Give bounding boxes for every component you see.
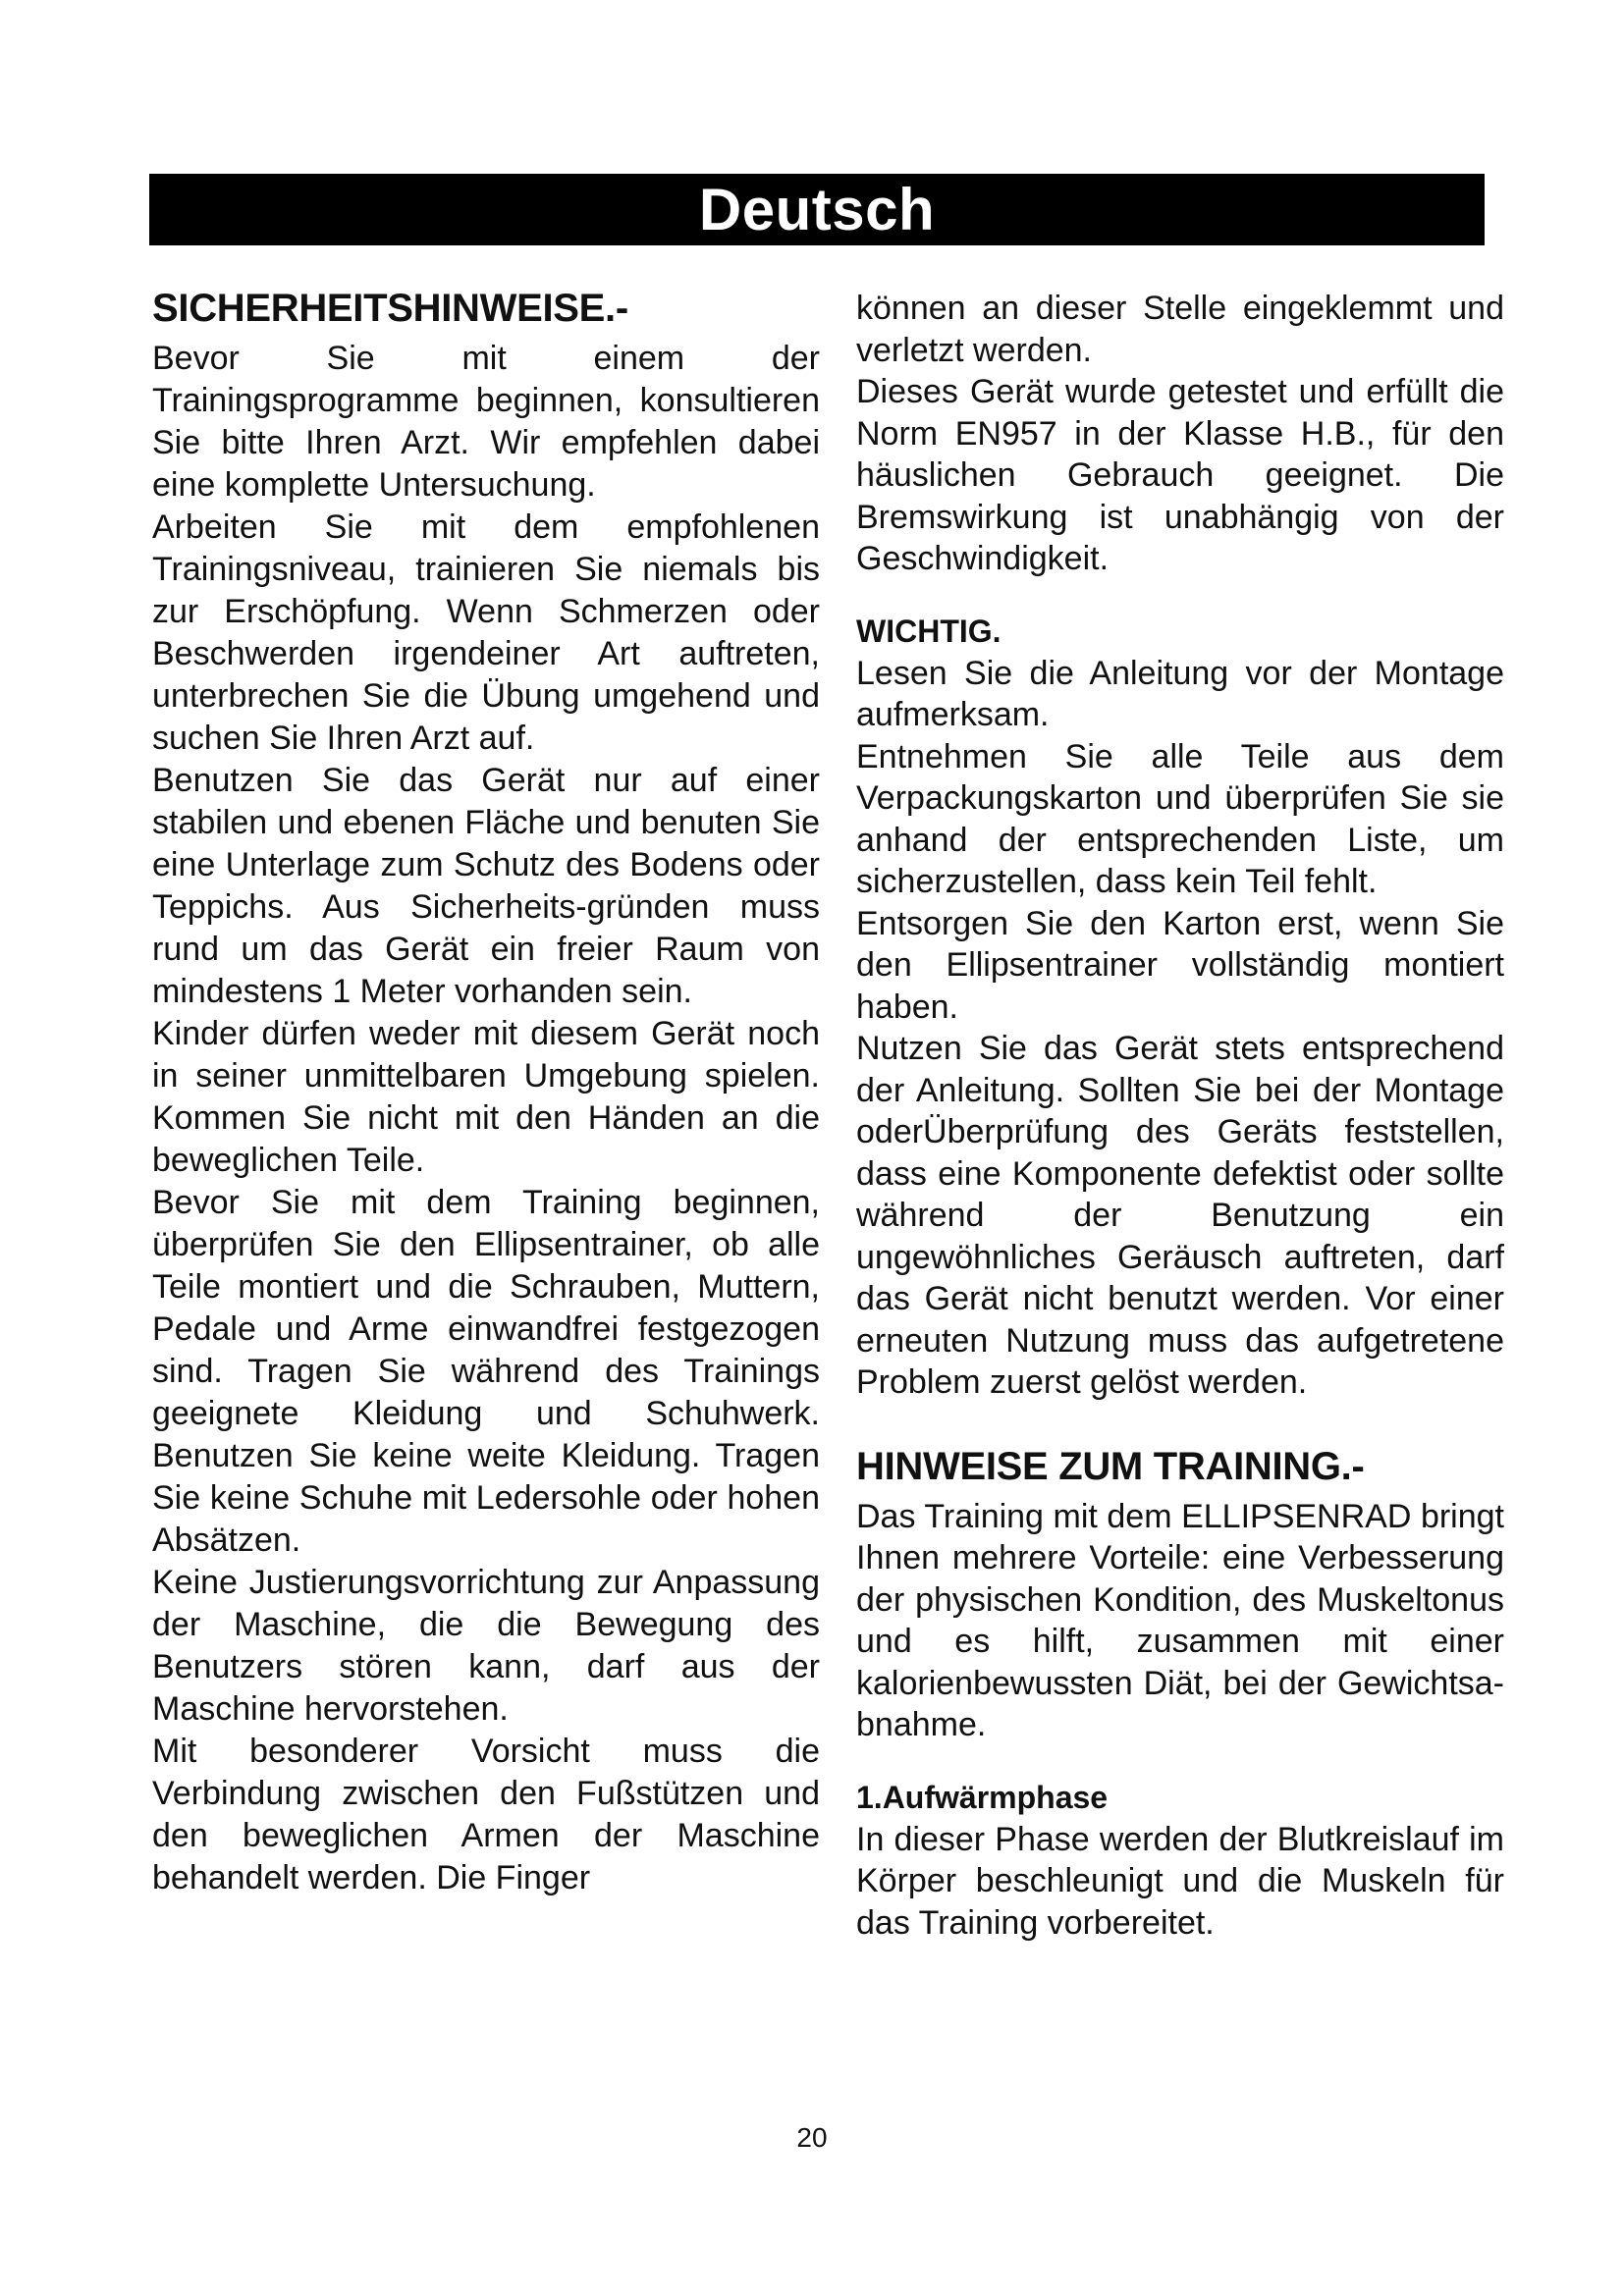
important-paragraph: Lesen Sie die Anleitung vor der Montage aufmerksam.: [856, 654, 1504, 733]
left-column: [152, 285, 820, 1899]
spacer: [856, 1746, 1504, 1778]
important-paragraph: Entnehmen Sie alle Teile aus dem Verpackungskarton und überprüfen Sie sie anhand der entsprechenden Liste, um sicherzustellen, dass kein Teil fehlt.: [856, 737, 1504, 900]
training-heading: HINWEISE ZUM TRAINING.-: [856, 1444, 1365, 1488]
spacer: [856, 580, 1504, 612]
safety-paragraph: Mit besonderer Vorsicht muss die Verbindung zwischen den Fußstützen und den beweglichen Armen der Maschine behandelt werden. Die Finger: [152, 1733, 820, 1896]
safety-paragraph: Keine Justierungsvorrichtung zur Anpassung der Maschine, die die Bewegung des Benutzers stören kann, darf aus der Maschine hervorstehen.: [152, 1564, 820, 1728]
training-paragraph: Das Training mit dem ELLIPSENRAD bringt Ihnen mehrere Vorteile: eine Verbesserung der physischen Kondition, des Muskeltonus und es hilft, zusammen mit einer kalorienbewussten Diät, bei der Gewichtsa- bnahme.: [856, 1497, 1504, 1743]
safety-paragraph: Benutzen Sie das Gerät nur auf einer stabilen und ebenen Fläche und benuten Sie eine Unterlage zum Schutz des Bodens oder Teppichs. Aus Sicherheits-gründen muss rund um das Gerät ein freier Raum von mindestens 1 Meter vorhanden sein.: [152, 762, 820, 1010]
important-heading: WICHTIG.: [856, 613, 1001, 649]
banner-title: Deutsch: [698, 177, 936, 242]
safety-continuation-paragraph: können an dieser Stelle eingeklemmt und verletzt werden.: [856, 290, 1504, 369]
important-paragraph: Entsorgen Sie den Karton erst, wenn Sie den Ellipsentrainer vollständig montiert haben.: [856, 904, 1504, 1026]
page-number: 20: [796, 2122, 828, 2153]
safety-paragraph: Arbeiten Sie mit dem empfohlenen Trainingsniveau, trainieren Sie niemals bis zur Erschöpfung. Wenn Schmerzen oder Beschwerden irgendeiner Art auftreten, unterbrechen Sie die Übung umgehend und suchen Sie Ihren Arzt auf.: [152, 508, 820, 757]
safety-paragraph: Kinder dürfen weder mit diesem Gerät noch in seiner unmittelbaren Umgebung spielen. Kommen Sie nicht mit den Händen an die beweglichen Teile.: [152, 1015, 820, 1179]
safety-paragraph: Bevor Sie mit einem der Trainingsprogramme beginnen, konsultieren Sie bitte Ihren Arzt. Wir empfehlen dabei eine komplette Untersuchung.: [152, 340, 820, 504]
right-column: [856, 288, 1504, 1944]
warmup-paragraph: In dieser Phase werden der Blutkreislauf im Körper beschleunigt und die Muskeln für das Training vorbereitet.: [856, 1820, 1504, 1942]
warmup-heading: 1.Aufwärmphase: [856, 1779, 1109, 1815]
important-paragraph: Nutzen Sie das Gerät stets entsprechend der Anleitung. Sollten Sie bei der Montage oderÜberprüfung des Geräts feststellen, dass eine Komponente defektist oder sollte während der Benutzung ein ungewöhnliches Geräusch auftreten, darf das Gerät nicht benutzt werden. Vor einer erneuten Nutzung muss das aufgetretene Problem zuerst gelöst werden.: [856, 1030, 1504, 1401]
safety-paragraph: Bevor Sie mit dem Training beginnen, überprüfen Sie den Ellipsentrainer, ob alle Teile montiert und die Schrauben, Muttern, Pedale und Arme einwandfrei festgezogen sind. Tragen Sie während des Trainings geeignete Kleidung und Schuhwerk. Benutzen Sie keine weite Kleidung. Tragen Sie keine Schuhe mit Ledersohle oder hohen Absätzen.: [152, 1184, 820, 1559]
safety-heading: SICHERHEITSHINWEISE.-: [152, 287, 628, 330]
language-banner: [149, 174, 1485, 245]
spacer: [856, 1404, 1504, 1443]
norm-paragraph: Dieses Gerät wurde getestet und erfüllt die Norm EN957 in der Klasse H.B., für den häuslichen Gebrauch geeignet. Die Bremswirkung ist unabhängig von der Geschwindigkeit.: [856, 373, 1504, 577]
